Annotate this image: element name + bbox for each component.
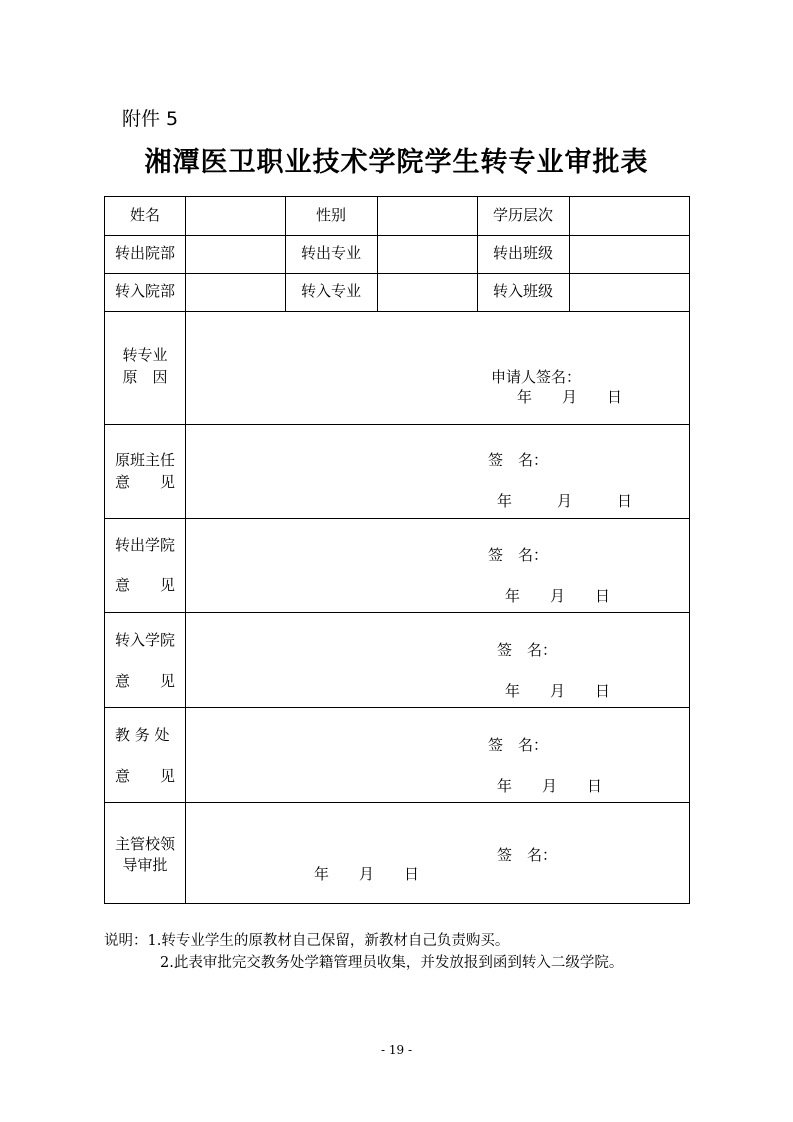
- label-in-major: 转入专业: [300, 282, 361, 300]
- in-college-label-line1: 转入学院: [115, 631, 176, 649]
- in-college-signature-label: 签 名：: [497, 641, 558, 659]
- class-teacher-date: 年 月 日: [497, 492, 633, 510]
- out-college-signature-label: 签 名：: [488, 546, 549, 564]
- label-gender: 性别: [315, 206, 346, 224]
- leader-label-line1: 主管校领: [114, 835, 175, 853]
- row-divider: [105, 311, 689, 312]
- class-teacher-signature-label: 签 名：: [488, 451, 549, 469]
- leader-signature-label: 签 名：: [497, 846, 558, 864]
- label-education-level: 学历层次: [492, 206, 553, 224]
- page-number: - 19 -: [380, 1043, 412, 1057]
- academic-affairs-label-line1: 教 务 处: [115, 726, 170, 744]
- row-divider: [105, 802, 689, 803]
- column-divider: [377, 197, 378, 311]
- academic-affairs-label-line2: 意 见: [115, 767, 176, 785]
- row-divider: [105, 273, 689, 274]
- note-line-1: 说明：1.转专业学生的原教材自己保留，新教材自己负责购买。: [104, 933, 510, 949]
- row-divider: [105, 612, 689, 613]
- label-out-major: 转出专业: [300, 244, 361, 262]
- academic-affairs-date: 年 月 日: [497, 777, 603, 795]
- out-college-date: 年 月 日: [505, 587, 611, 605]
- note-line-2: 2.此表审批完交教务处学籍管理员收集，并发放报到函到转入二级学院。: [160, 955, 624, 971]
- label-in-class: 转入班级: [492, 282, 553, 300]
- reason-label-line1: 转专业: [122, 346, 168, 364]
- attachment-label: 附件 5: [122, 108, 179, 130]
- in-college-label-line2: 意 见: [115, 672, 176, 690]
- label-out-department: 转出院部: [114, 244, 175, 262]
- reason-date: 年 月 日: [517, 388, 623, 406]
- notes: [104, 930, 623, 974]
- row-divider: [105, 707, 689, 708]
- reason-label-line2: 原 因: [122, 368, 168, 386]
- class-teacher-label-line2: 意 见: [115, 473, 176, 491]
- label-name: 姓名: [129, 206, 160, 224]
- class-teacher-label-line1: 原班主任: [115, 451, 176, 469]
- out-college-label-line1: 转出学院: [115, 536, 176, 554]
- row-divider: [105, 424, 689, 425]
- column-divider: [569, 197, 570, 311]
- in-college-date: 年 月 日: [505, 682, 611, 700]
- label-in-department: 转入院部: [114, 282, 175, 300]
- leader-date: 年 月 日: [314, 865, 420, 883]
- out-college-label-line2: 意 见: [115, 576, 176, 594]
- academic-affairs-signature-label: 签 名：: [488, 736, 549, 754]
- approval-form-table: [104, 196, 690, 904]
- row-divider: [105, 518, 689, 519]
- leader-label-line2: 导审批: [122, 856, 168, 874]
- row-divider: [105, 235, 689, 236]
- label-out-class: 转出班级: [492, 244, 553, 262]
- column-divider: [185, 197, 186, 903]
- reason-signature-label: 申请人签名：: [491, 368, 582, 386]
- form-title: 湘潭医卫职业技术学院学生转专业审批表: [144, 147, 649, 178]
